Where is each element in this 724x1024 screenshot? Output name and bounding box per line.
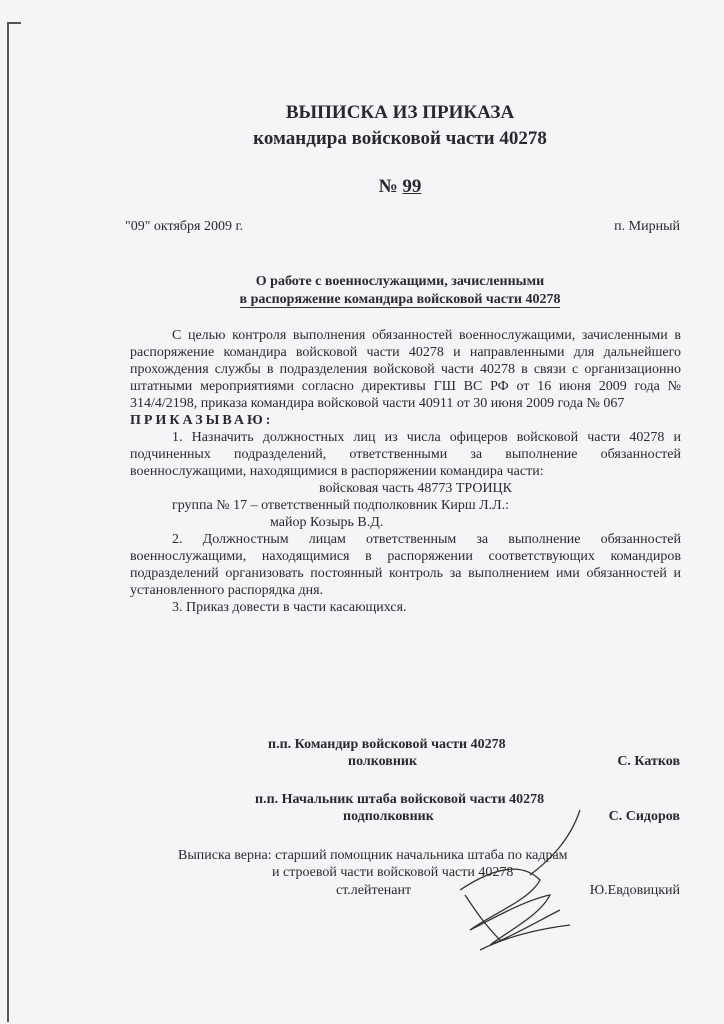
item-3: 3. Приказ довести в части касающихся. xyxy=(172,600,407,615)
unit-line: войсковая часть 48773 ТРОИЦК xyxy=(318,481,513,496)
order-place: п. Мирный xyxy=(614,219,680,234)
item-2: 2. Должностным лицам ответственным за выполнение обязанностей военнослужащими, находящимися в распоряжении соответствующих командиров подразделений организовать постоянный контроль за выполнением ими обязанностей и установленного распорядка дня. xyxy=(130,532,681,598)
certification-line2: и строевой части войсковой части 40278 xyxy=(272,865,514,880)
chief-title: п.п. Начальник штаба войсковой части 40278 xyxy=(255,792,545,807)
chief-name: С. Сидоров xyxy=(608,809,680,824)
document-title: ВЫПИСКА ИЗ ПРИКАЗА xyxy=(285,102,515,123)
certification-line1: Выписка верна: старший помощник начальника штаба по кадрам xyxy=(178,848,568,863)
chief-rank: подполковник xyxy=(343,809,434,824)
handwritten-signature xyxy=(430,800,600,960)
subject-line2-wrap xyxy=(80,292,720,308)
document-subtitle: командира войсковой части 40278 xyxy=(253,128,547,149)
scan-edge xyxy=(7,22,9,1022)
item-1: 1. Назначить должностных лиц из числа офицеров войсковой части 40278 и подчиненных подразделений, ответственными за выполнение обязанностей военнослужащими, находящимися в распоряжении командира части: xyxy=(130,430,681,479)
subject-line1: О работе с военнослужащими, зачисленными xyxy=(255,274,545,289)
certification-rank: ст.лейтенант xyxy=(336,883,412,898)
order-word: ПРИКАЗЫВАЮ: xyxy=(130,413,274,428)
commander-title: п.п. Командир войсковой части 40278 xyxy=(268,737,506,752)
order-number xyxy=(0,176,724,198)
scan-edge-top xyxy=(7,22,21,24)
number-value: 99 xyxy=(402,176,422,197)
number-prefix: № xyxy=(378,176,398,197)
commander-name: С. Катков xyxy=(617,754,680,769)
subject-line2: в распоряжение командира войсковой части 40278 xyxy=(239,292,561,307)
certification-name: Ю.Евдовицкий xyxy=(589,883,680,898)
order-date: "09" октября 2009 г. xyxy=(125,219,244,234)
major-line: майор Козырь В.Д. xyxy=(270,515,384,530)
preamble: С целью контроля выполнения обязанностей военнослужащими, зачисленными в распоряжение командира войсковой части 40278 и направленными для дальнейшего прохождения службы в подразделения войсковой части 40278 в связи с организационно штатными мероприятиями согласно директивы ГШ ВС РФ от 16 июня 2009 года № 314/4/2198, приказа командира войсковой части 40911 от 30 июня 2009 года № 067 xyxy=(130,328,681,411)
group-line: группа № 17 – ответственный подполковник Кирш Л.Л.: xyxy=(172,498,510,513)
order-body xyxy=(130,327,681,616)
commander-rank: полковник xyxy=(348,754,418,769)
